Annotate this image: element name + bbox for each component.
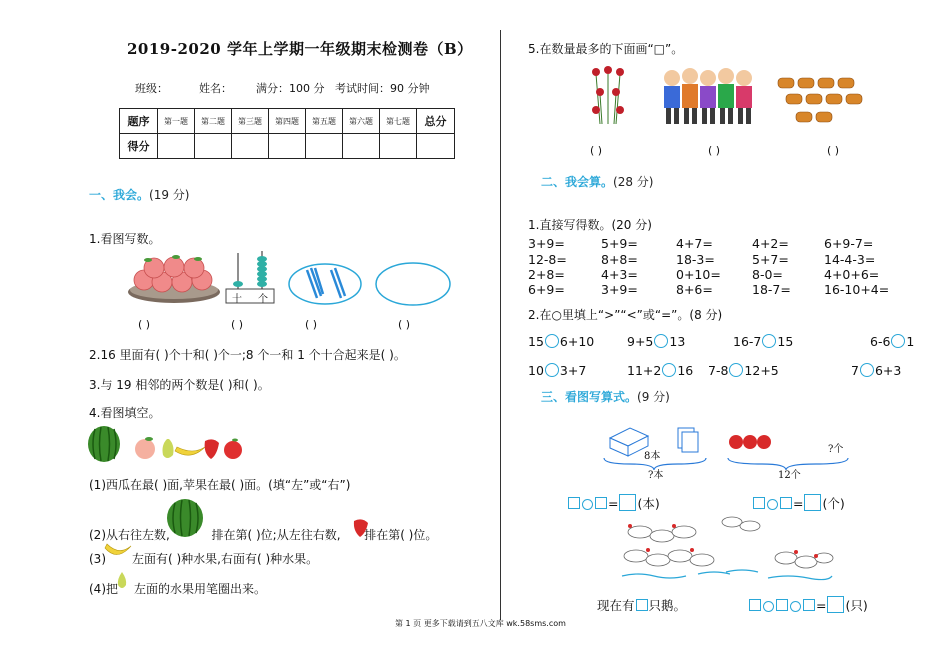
answer-circle[interactable] [767,499,778,510]
col-header: 第二题 [195,109,232,134]
compare-item [870,334,914,349]
compare-left: 15 [528,334,544,349]
compare-circle[interactable] [662,363,676,377]
question-4-3: (3) 左面有( )种水果,右面有( )种水果。 [89,552,319,566]
calc-item[interactable]: 8+6= [676,282,713,297]
calc-item[interactable]: 6+9-7= [824,236,874,251]
col-header: 第四题 [269,109,306,134]
compare-circle[interactable] [762,334,776,348]
geese-image [618,512,834,586]
calc-item[interactable]: 3+9= [528,236,565,251]
compare-circle[interactable] [891,334,905,348]
calc-item[interactable]: 4+7= [676,236,713,251]
compare-item [708,363,779,378]
answer-circle[interactable] [582,499,593,510]
answer-circle[interactable] [790,601,801,612]
section-3-title: 三、看图写算式。(9 分) [541,390,670,404]
score-table [119,108,455,159]
name-label: 姓名： [199,82,232,95]
compare-right: 3+7 [559,363,587,378]
calc-item[interactable]: 3+9= [601,282,638,297]
calc-item[interactable]: 4+0+6= [824,267,880,282]
question-2: 2.16 里面有( )个十和( )个一;8 个一和 1 个十合起来是( )。 [89,348,406,362]
answer-paren[interactable]: ( ) [590,144,603,157]
answer-box[interactable] [568,497,580,509]
calc-item[interactable]: 12-8= [528,252,567,267]
answer-box[interactable] [619,494,636,511]
compare-right: 12+5 [744,363,779,378]
answer-paren[interactable]: ( ) [398,318,411,331]
compare-circle[interactable] [545,334,559,348]
empty-oval [374,261,452,307]
score-cell[interactable] [158,134,195,159]
answer-paren[interactable]: ( ) [231,318,244,331]
compare-left: 10 [528,363,544,378]
compare-item [528,363,586,378]
answer-box[interactable] [595,497,607,509]
compare-item [851,363,901,378]
score-cell[interactable] [269,134,306,159]
compare-left: 11+2 [627,363,662,378]
calc-item[interactable]: 5+7= [752,252,789,267]
apples-label: ?个 [828,444,844,455]
answer-box[interactable] [753,497,765,509]
compare-circle[interactable] [729,363,743,377]
time-label: 考试时间：90 分钟 [335,82,430,95]
compare-right: 13 [669,334,686,349]
answer-box[interactable] [803,599,815,611]
row-label-order: 题序 [120,109,158,134]
answer-box[interactable] [776,599,788,611]
score-cell[interactable] [380,134,417,159]
answer-paren[interactable]: ( ) [708,144,721,157]
sticks-bundle-image [287,262,363,306]
section-2-title: 二、我会算。(28 分) [541,175,654,189]
abacus-ten-label: 十 [232,294,242,305]
compare-circle[interactable] [860,363,874,377]
question-1: 1.看图写数。 [89,232,161,246]
col-header: 第三题 [232,109,269,134]
calc-item[interactable]: 18-3= [676,252,715,267]
compare-left: 6-6 [870,334,891,349]
compare-item [627,334,685,349]
score-cell[interactable] [232,134,269,159]
score-cell[interactable] [195,134,232,159]
answer-box[interactable] [636,599,648,611]
calc-item[interactable]: 4+3= [601,267,638,282]
compare-circle[interactable] [654,334,668,348]
pear-icon [114,570,130,592]
question-4-4: (4)把 左面的水果用笔圈出来。 [89,582,267,596]
row-label-score: 得分 [120,134,158,159]
question-5: 5.在数量最多的下面画“□”。 [528,42,684,56]
peaches-image [126,250,222,306]
calc-item[interactable]: 18-7= [752,282,791,297]
geese-equation: = (只) [748,596,868,614]
compare-right: 15 [777,334,794,349]
class-label: 班级： [135,82,168,95]
compare-right: 6+10 [559,334,595,349]
compare-right: 16 [677,363,694,378]
col-header: 第七题 [380,109,417,134]
children-image [658,62,760,128]
fruit-row-image [87,425,247,465]
col-header-total: 总分 [417,109,455,134]
calc-item[interactable]: 6+9= [528,282,565,297]
calc-item[interactable]: 14-4-3= [824,252,876,267]
page-title: 2019-2020 学年上学期一年级期末检测卷（B） [127,40,473,58]
question-4-1: (1)西瓜在最( )面,苹果在最( )面。(填“左”或“右”) [89,478,351,492]
books-total: ?本 [648,470,664,481]
score-cell[interactable] [306,134,343,159]
banana-icon [103,540,133,562]
question-4: 4.看图填空。 [89,406,161,420]
compare-right: 1 [906,334,915,349]
answer-paren[interactable]: ( ) [305,318,318,331]
roses-image [588,64,628,128]
section-1-title: 一、我会。(19 分) [89,188,190,202]
books-label: 8本 [644,451,661,462]
calc-item[interactable]: 0+10= [676,267,721,282]
calc-item[interactable]: 2+8= [528,267,565,282]
column-divider [500,30,501,620]
compare-item [627,363,693,378]
answer-box[interactable] [780,497,792,509]
compare-circle[interactable] [545,363,559,377]
geese-question: 现在有 只鹅。 [597,598,687,613]
hamburgers-image [774,76,864,128]
calc-item[interactable]: 4+2= [752,236,789,251]
answer-box[interactable] [804,494,821,511]
compare-left: 7 [851,363,859,378]
answer-box[interactable] [749,599,761,611]
col-header: 第六题 [343,109,380,134]
books-equation: = (本) [567,494,660,512]
score-cell[interactable] [417,134,455,159]
score-cell[interactable] [343,134,380,159]
answer-circle[interactable] [763,601,774,612]
col-header: 第五题 [306,109,343,134]
abacus-one-label: 个 [258,294,268,305]
compare-left: 7-8 [708,363,729,378]
question-4-2: (2)从右往左数, 排在第( )位;从左往右数, 排在第( )位。 [89,528,438,542]
compare-left: 9+5 [627,334,654,349]
compare-left: 16-7 [733,334,762,349]
calc-item[interactable]: 5+9= [601,236,638,251]
answer-box[interactable] [827,596,844,613]
calc-item[interactable]: 8-0= [752,267,783,282]
apples-equation: = (个) [752,494,845,512]
page-footer: 第 1 页 更多下载请到五八文库 wk.58sms.com [395,619,566,628]
compare-item [733,334,793,349]
answer-paren[interactable]: ( ) [827,144,840,157]
calc-item[interactable]: 8+8= [601,252,638,267]
compare-item [528,334,594,349]
score-label: 满分：100 分 [256,82,325,95]
question-s2-1: 1.直接写得数。(20 分) [528,218,652,232]
question-3: 3.与 19 相邻的两个数是( )和( )。 [89,378,270,392]
answer-paren[interactable]: ( ) [138,318,151,331]
watermelon-icon [166,498,204,538]
apples-total: 12个 [778,470,801,481]
calc-item[interactable]: 16-10+4= [824,282,890,297]
question-s2-2: 2.在○里填上“>”“<”或“=”。(8 分) [528,308,723,322]
compare-right: 6+3 [874,363,902,378]
col-header: 第一题 [158,109,195,134]
strawberry-icon [350,515,372,539]
